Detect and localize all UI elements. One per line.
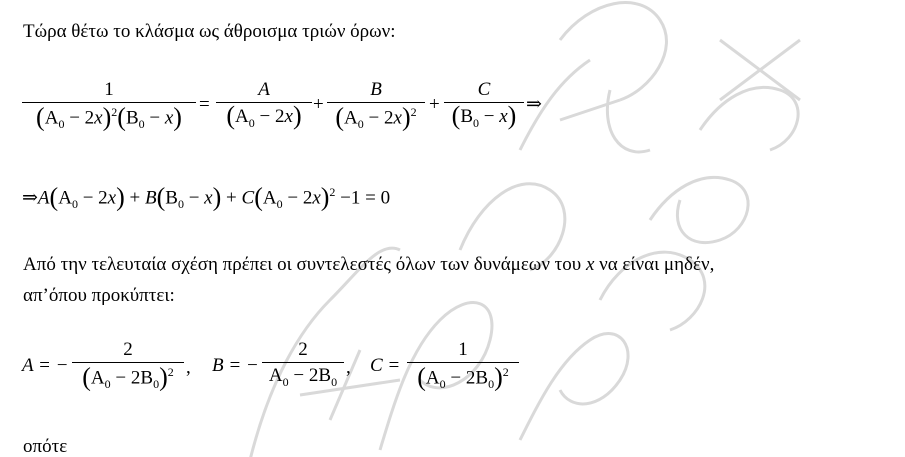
- fraction-lhs-denominator: $(A_0 - 2x)^2(B_0 - x)$: [36, 102, 182, 132]
- plus-sign: +: [313, 94, 324, 115]
- fraction-B-denominator: $(A_0 - 2x)^2$: [335, 102, 417, 132]
- fraction-A: [216, 80, 312, 129]
- paragraph-therefore: οπότε: [23, 436, 68, 457]
- equals-sign: =: [199, 94, 210, 115]
- comma: ,: [186, 357, 191, 378]
- paragraph-condition-line2: απ’όπου προκύπτει:: [23, 285, 175, 306]
- fraction-lhs: [22, 80, 196, 130]
- fraction-C: [444, 80, 524, 129]
- C-label: C =: [370, 355, 401, 376]
- fraction-B: [327, 80, 425, 130]
- fraction-lhs-numerator: 1: [104, 79, 114, 100]
- B-label: B = −: [212, 355, 259, 376]
- implies-arrow: ⇒: [526, 94, 542, 115]
- fraction-C-denominator: $(B_0 - x)$: [451, 101, 517, 130]
- fraction-result-A: 2 $(A_0 - 2B_0)^2$: [72, 340, 184, 390]
- paragraph-intro: Τώρα θέτω το κλάσμα ως άθροισμα τριών όρων:: [23, 21, 396, 42]
- equation-coefficients: $\Rightarrow A(A_0 - 2x) + B(B_0 - x) + C(A_0 - 2x)^2 -1 = 0$: [22, 182, 391, 212]
- fraction-result-B: 2 $A_0 - 2B_0$: [262, 340, 344, 388]
- plus-sign: +: [429, 94, 440, 115]
- fraction-result-C: 1 $(A_0 - 2B_0)^2$: [407, 340, 519, 390]
- fraction-B-numerator: B: [370, 79, 382, 100]
- paragraph-condition: Από την τελευταία σχέση πρέπει οι συντελεστές όλων των δυνάμεων του x να είναι μηδέν,: [23, 254, 715, 275]
- fraction-A-denominator: $(A_0 - 2x)$: [226, 101, 302, 130]
- fraction-A-numerator: A: [258, 79, 270, 100]
- A-label: A = −: [22, 355, 69, 376]
- fraction-C-numerator: C: [477, 79, 491, 100]
- comma: ,: [346, 357, 351, 378]
